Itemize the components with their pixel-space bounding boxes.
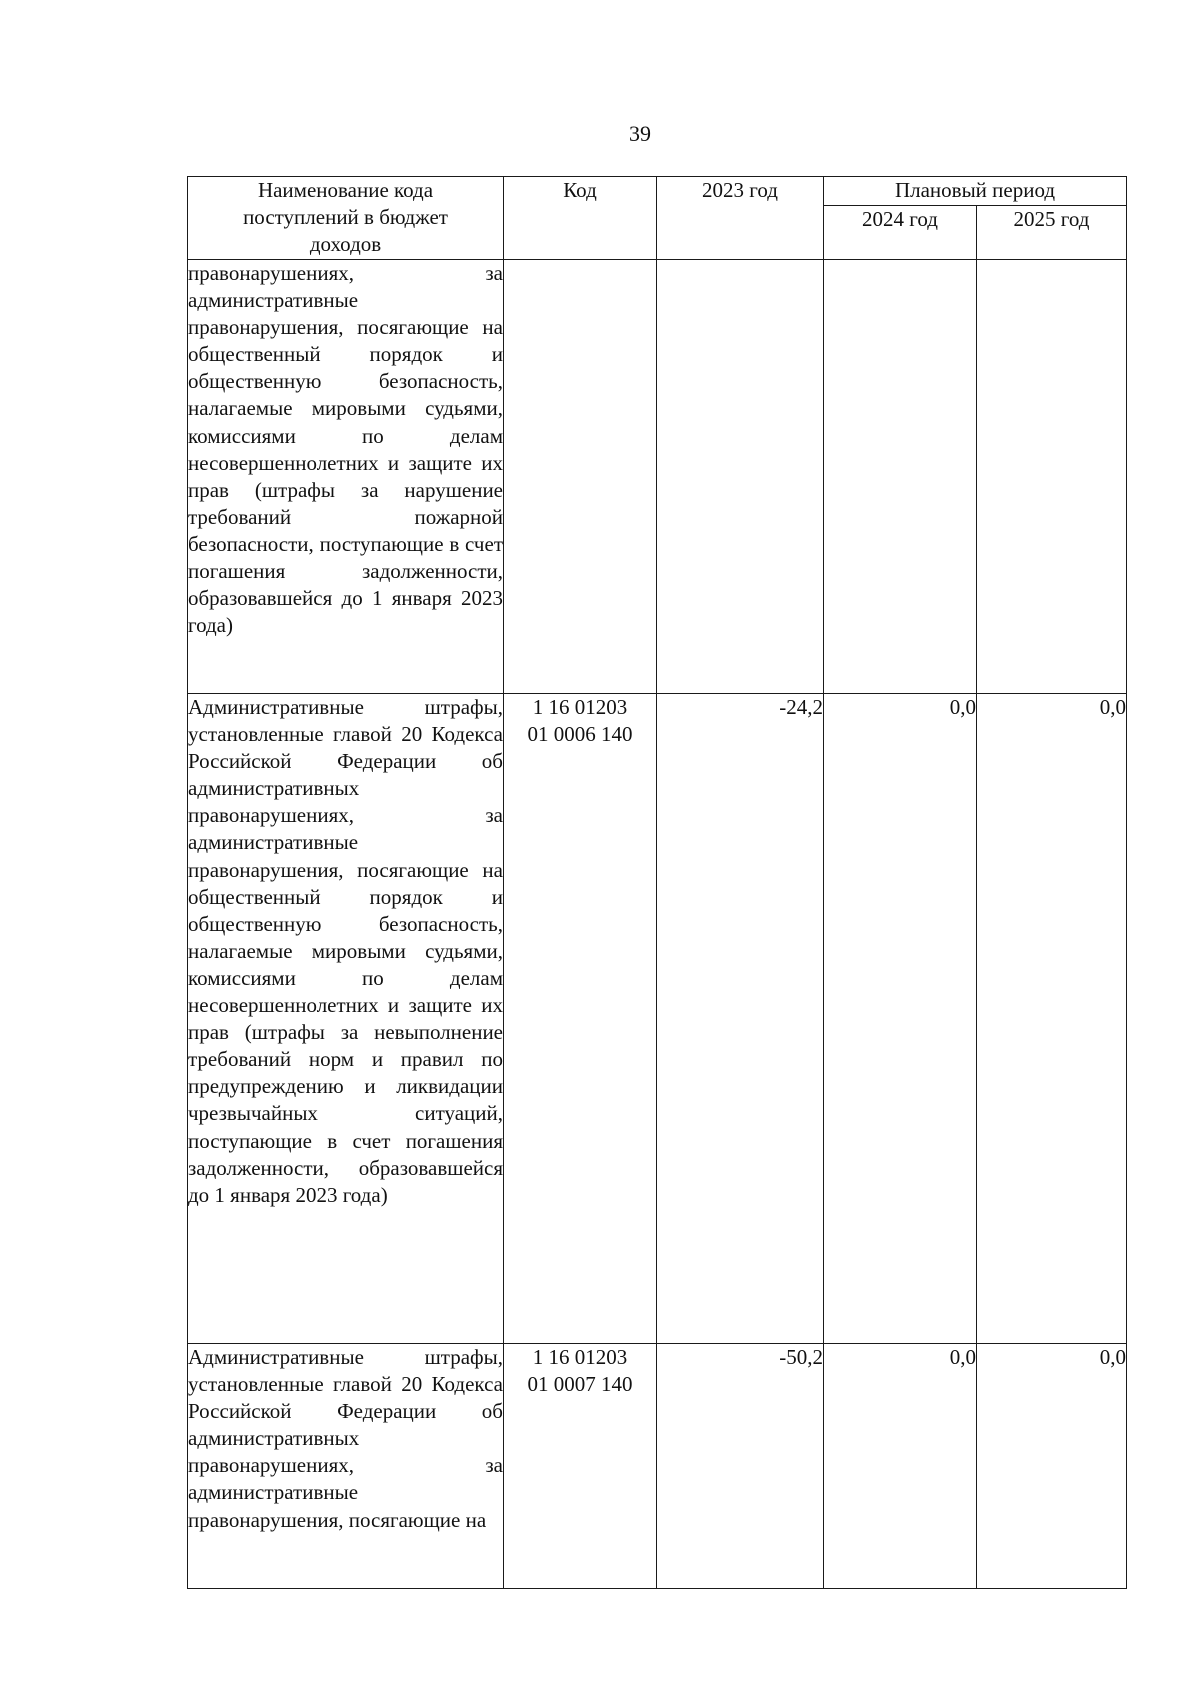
table-row	[188, 260, 1127, 694]
row-value-2025	[977, 260, 1127, 694]
row-name: правонарушениях, за административные правонарушения, посягающие на общественный порядок и общественную безопасность, налагаемые мировыми судьями, комиссиями по делам несовершеннолетних и защите их прав (штрафы за нарушение требований пожарной безопасности, поступающие в счет погашения задолженности, образовавшейся до 1 января 2023 года)	[188, 260, 504, 694]
row-value-2025: 0,0	[977, 1344, 1127, 1589]
header-year-2024: 2024 год	[824, 206, 977, 260]
table-header	[188, 177, 1127, 260]
header-code: Код	[504, 177, 657, 260]
row-value-2024: 0,0	[824, 694, 977, 1344]
table-body	[188, 260, 1127, 1589]
revenue-table	[187, 176, 1127, 1589]
row-code: 1 16 01203 01 0007 140	[504, 1344, 657, 1589]
page-number: 39	[629, 121, 651, 146]
row-value-2024: 0,0	[824, 1344, 977, 1589]
table-row	[188, 694, 1127, 1344]
row-name: Административные штрафы, установленные главой 20 Кодекса Российской Федерации об административных правонарушениях, за административные правонарушения, посягающие на общественный порядок и общественную безопасность, налагаемые мировыми судьями, комиссиями по делам несовершеннолетних и защите их прав (штрафы за невыполнение требований норм и правил по предупреждению и ликвидации чрезвычайных ситуаций, поступающие в счет погашения задолженности, образовавшейся до 1 января 2023 года)	[188, 694, 504, 1344]
row-code	[504, 260, 657, 694]
row-code: 1 16 01203 01 0006 140	[504, 694, 657, 1344]
row-value-2023: -24,2	[657, 694, 824, 1344]
table-row	[188, 1344, 1127, 1589]
row-value-2024	[824, 260, 977, 694]
header-planned-period: Плановый период	[824, 177, 1127, 206]
row-value-2023	[657, 260, 824, 694]
row-name: Административные штрафы, установленные главой 20 Кодекса Российской Федерации об административных правонарушениях, за административные правонарушения, посягающие на	[188, 1344, 504, 1589]
row-value-2025: 0,0	[977, 694, 1127, 1344]
header-year-2023: 2023 год	[657, 177, 824, 260]
header-name: Наименование кода поступлений в бюджет доходов	[188, 177, 504, 260]
row-value-2023: -50,2	[657, 1344, 824, 1589]
header-year-2025: 2025 год	[977, 206, 1127, 260]
